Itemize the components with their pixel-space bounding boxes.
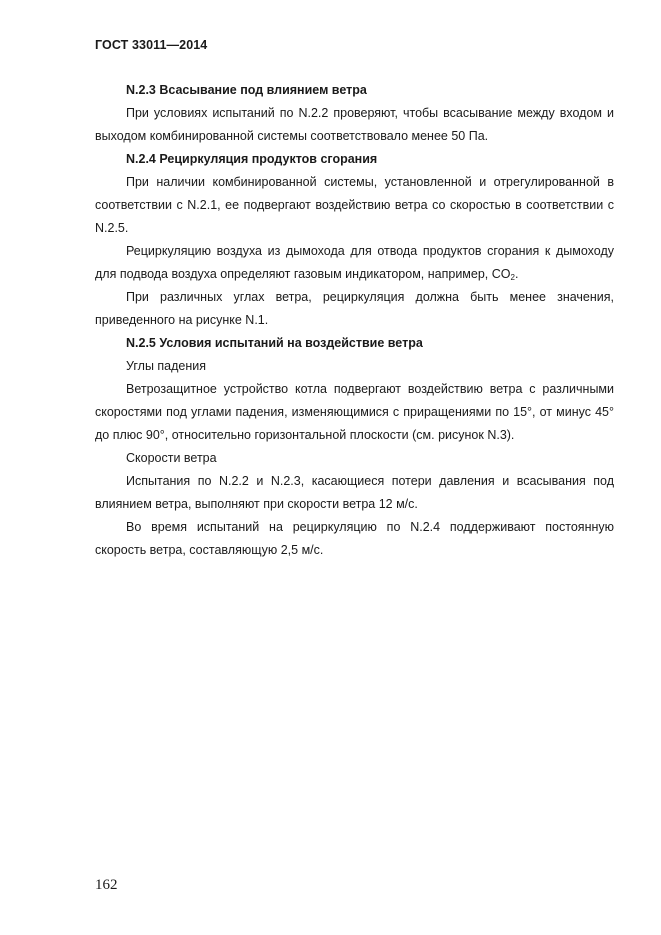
recirculation-text: Рециркуляцию воздуха из дымохода для отвода продуктов сгорания к дымоходу для подвода воздуха определяют газовым индикатором, например, CO	[95, 244, 614, 281]
section-heading-n23: N.2.3 Всасывание под влиянием ветра	[126, 83, 367, 97]
standard-header: ГОСТ 33011—2014	[95, 38, 208, 52]
paragraph-n24-setup: При наличии комбинированной системы, установленной и отрегулированной в соответствии с N.2.1, ее подвергают воздействию ветра со скоростью в соответствии с N.2.5.	[95, 175, 614, 235]
paragraph-n25-speed-tests: Испытания по N.2.2 и N.2.3, касающиеся потери давления и всасывания под влиянием ветра, выполняют при скорости ветра 12 м/с.	[95, 474, 614, 511]
subheading-incidence-angles: Углы падения	[126, 359, 207, 373]
subheading-wind-speeds: Скорости ветра	[126, 451, 217, 465]
co2-subscript: 2	[510, 273, 515, 282]
document-body	[95, 79, 614, 562]
paragraph-n23-suction: При условиях испытаний по N.2.2 проверяют, чтобы всасывание между входом и выходом комбинированной системы соответствовало менее 50 Па.	[95, 106, 614, 143]
section-heading-n25: N.2.5 Условия испытаний на воздействие ветра	[126, 336, 423, 350]
page-number: 162	[95, 877, 118, 893]
section-heading-n24: N.2.4 Рециркуляция продуктов сгорания	[126, 152, 378, 166]
paragraph-n24-recirculation	[95, 240, 614, 286]
paragraph-n25-recirculation-speed: Во время испытаний на рециркуляцию по N.2.4 поддерживают постоянную скорость ветра, составляющую 2,5 м/с.	[95, 520, 614, 557]
paragraph-n25-angles: Ветрозащитное устройство котла подвергают воздействию ветра с различными скоростями под углами падения, изменяющимися с приращениями по 15°, от минус 45° до плюс 90°, относительно горизонтальной плоскости (см. рисунок N.3).	[95, 382, 614, 442]
paragraph-n24-angles: При различных углах ветра, рециркуляция должна быть менее значения, приведенного на рисунке N.1.	[95, 290, 614, 327]
recirculation-end: .	[514, 267, 519, 281]
